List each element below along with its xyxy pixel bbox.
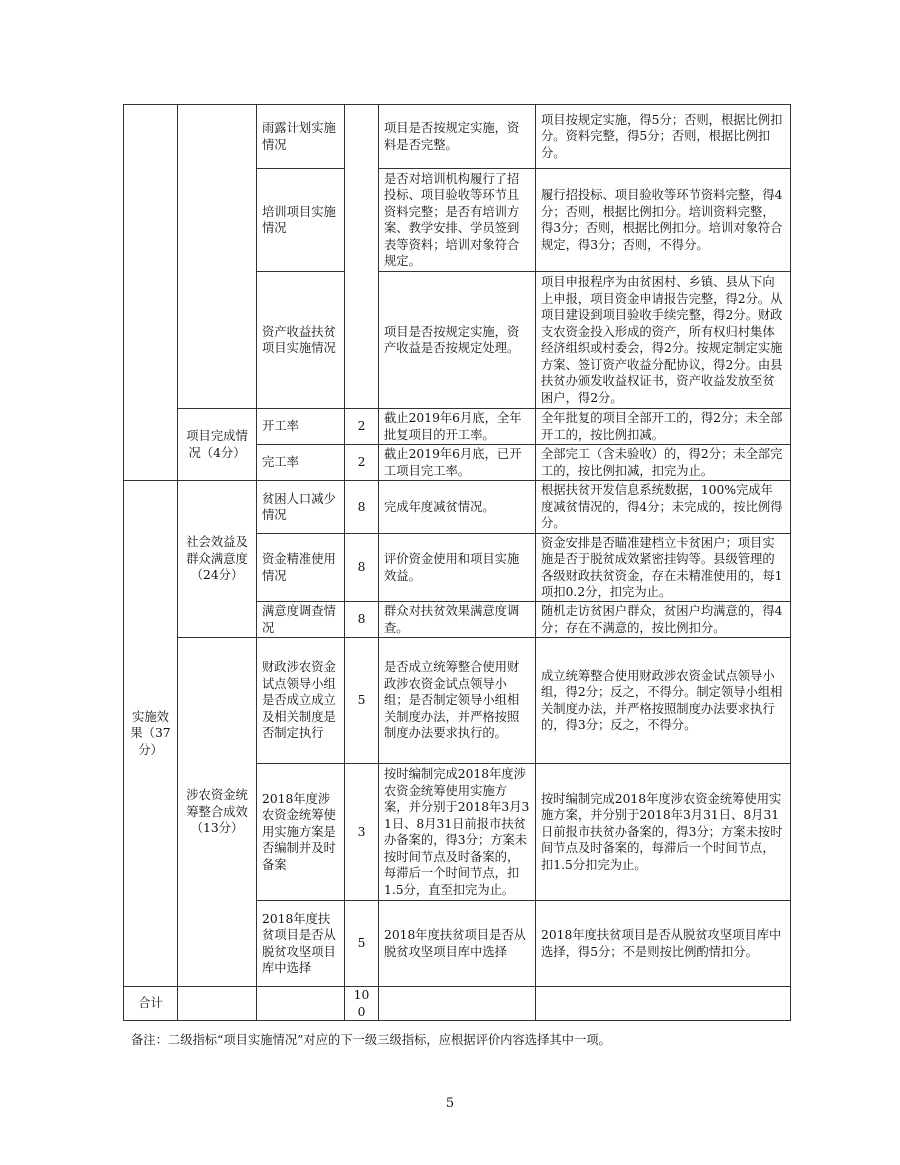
lvl3-cell: 雨露计划实施情况 [257, 105, 345, 169]
total-empty-cell [178, 987, 257, 1021]
table-row [124, 105, 791, 169]
total-empty-cell [257, 987, 345, 1021]
score-cell: 8 [345, 534, 379, 602]
score-cell [345, 105, 379, 409]
total-row [124, 987, 791, 1021]
rule-cell: 根据扶贫开发信息系统数据，100%完成年度减贫情况的，得4分；未完成的，按比例得分。 [536, 481, 791, 534]
table-row [124, 638, 791, 764]
criterion-cell: 截止2019年6月底，全年批复项目的开工率。 [379, 409, 536, 445]
score-cell: 2 [345, 409, 379, 445]
rule-cell: 项目按规定实施，得5分；否则，根据比例扣分。资料完整，得5分；否则，根据比例扣分。 [536, 105, 791, 169]
rule-cell: 资金安排是否瞄准建档立卡贫困户；项目实施是否于脱贫成效紧密挂钩等。县级管理的各级财政扶贫资金，存在未精准使用的，每1项扣0.2分，扣完为止。 [536, 534, 791, 602]
lvl3-cell: 2018年度扶贫项目是否从脱贫攻坚项目库中选择 [257, 901, 345, 987]
rule-cell: 项目申报程序为由贫困村、乡镇、县从下向上申报，项目资金申请报告完整，得2分。从项目建设到项目验收手续完整，得2分。财政支农资金投入形成的资产，所有权归村集体经济组织或村委会，得2分。按规定制定实施方案、签订资产收益分配协议，得2分。由县扶贫办颁发收益权证书，资产收益发放至贫困户，得2分。 [536, 272, 791, 409]
footnote: 备注：二级指标“项目实施情况”对应的下一级三级指标，应根据评价内容选择其中一项。 [131, 1033, 611, 1047]
rule-cell: 全部完工（含未验收）的，得2分；未全部完工的，按比例扣减，扣完为止。 [536, 445, 791, 481]
rule-cell: 随机走访贫困户群众，贫困户均满意的，得4分；存在不满意的，按比例扣分。 [536, 602, 791, 638]
lvl2-cell-empty [178, 105, 257, 409]
criterion-cell: 完成年度减贫情况。 [379, 481, 536, 534]
score-cell: 5 [345, 901, 379, 987]
lvl2-cell: 涉农资金统筹整合成效（13分） [178, 638, 257, 987]
criterion-cell: 2018年度扶贫项目是否从脱贫攻坚项目库中选择 [379, 901, 536, 987]
evaluation-table [123, 104, 791, 1021]
lvl2-cell: 社会效益及群众满意度（24分） [178, 481, 257, 638]
score-cell: 5 [345, 638, 379, 764]
criterion-cell: 评价资金使用和项目实施效益。 [379, 534, 536, 602]
rule-cell: 按时编制完成2018年度涉农资金统筹使用实施方案，并分别于2018年3月31日、8月31日前报市扶贫办备案的，得3分；方案未按时间节点及时备案的，每滞后一个时间节点，扣1.5分扣完为止。 [536, 764, 791, 901]
lvl3-cell: 培训项目实施情况 [257, 169, 345, 272]
lvl2-cell: 项目完成情况（4分） [178, 409, 257, 481]
score-cell: 8 [345, 602, 379, 638]
criterion-cell: 截止2019年6月底，已开工项目完工率。 [379, 445, 536, 481]
lvl3-cell: 满意度调查情况 [257, 602, 345, 638]
lvl3-cell: 资金精准使用情况 [257, 534, 345, 602]
criterion-cell: 项目是否按规定实施，资料是否完整。 [379, 105, 536, 169]
lvl3-cell: 完工率 [257, 445, 345, 481]
criterion-cell: 是否成立统筹整合使用财政涉农资金试点领导小组；是否制定领导小组相关制度办法，并严格按照制度办法要求执行的。 [379, 638, 536, 764]
lvl1-cell: 实施效果（37分） [124, 481, 178, 987]
total-empty-cell [536, 987, 791, 1021]
total-label: 合计 [124, 987, 178, 1021]
criterion-cell: 群众对扶贫效果满意度调查。 [379, 602, 536, 638]
lvl3-cell: 贫困人口减少情况 [257, 481, 345, 534]
rule-cell: 全年批复的项目全部开工的，得2分；未全部开工的，按比例扣减。 [536, 409, 791, 445]
score-cell: 3 [345, 764, 379, 901]
lvl3-cell: 开工率 [257, 409, 345, 445]
lvl1-cell-empty [124, 105, 178, 481]
table-row [124, 409, 791, 445]
table-row [124, 481, 791, 534]
rule-cell: 履行招投标、项目验收等环节资料完整，得4分；否则，根据比例扣分。培训资料完整，得3分；否则，根据比例扣分。培训对象符合规定，得3分；否则，不得分。 [536, 169, 791, 272]
page-number: 5 [445, 1096, 455, 1111]
rule-cell: 成立统筹整合使用财政涉农资金试点领导小组，得2分；反之，不得分。制定领导小组相关制度办法，并严格按照制度办法要求执行的，得3分；反之，不得分。 [536, 638, 791, 764]
criterion-cell: 按时编制完成2018年度涉农资金统筹使用实施方案，并分别于2018年3月31日、8月31日前报市扶贫办备案的，得3分；方案未按时间节点及时备案的，每滞后一个时间节点，扣1.5分，直至扣完为止。 [379, 764, 536, 901]
total-empty-cell [379, 987, 536, 1021]
lvl3-cell: 财政涉农资金试点领导小组是否成立成立及相关制度是否制定执行 [257, 638, 345, 764]
lvl3-cell: 2018年度涉农资金统筹使用实施方案是否编制并及时备案 [257, 764, 345, 901]
rule-cell: 2018年度扶贫项目是否从脱贫攻坚项目库中选择，得5分；不是则按比例酌情扣分。 [536, 901, 791, 987]
criterion-cell: 是否对培训机构履行了招投标、项目验收等环节且资料完整；是否有培训方案、教学安排、学员签到表等资料；培训对象符合规定。 [379, 169, 536, 272]
score-cell: 2 [345, 445, 379, 481]
criterion-cell: 项目是否按规定实施，资产收益是否按规定处理。 [379, 272, 536, 409]
total-score: 100 [345, 987, 379, 1021]
lvl3-cell: 资产收益扶贫项目实施情况 [257, 272, 345, 409]
score-cell: 8 [345, 481, 379, 534]
